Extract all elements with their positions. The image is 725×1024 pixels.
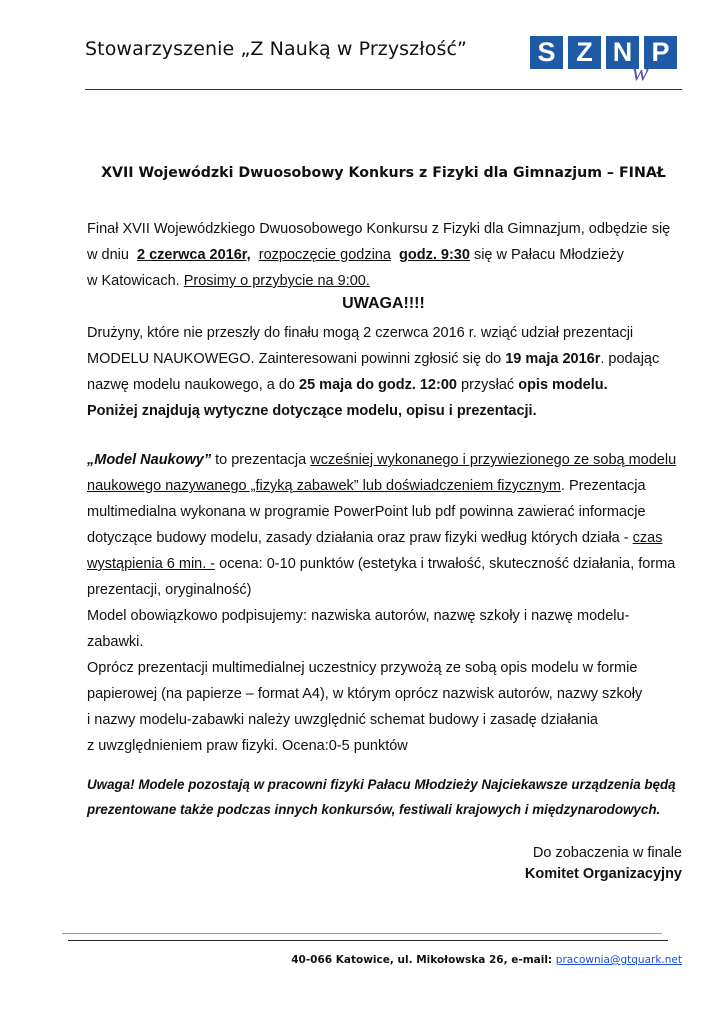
intro-paragraph [87,216,682,294]
model-line-10: papierowej (na papierze – format A4), w którym oprócz nazwisk autorów, nazwy szkoły [87,686,643,702]
time-limit: czas [632,530,663,546]
model-line-6: prezentacji, oryginalność) [87,582,252,598]
model-text: . Prezentacja [560,478,646,494]
page-title: XVII Wojewódzki Dwuosobowy Konkurs z Fizyki dla Gimnazjum – FINAŁ [101,165,666,181]
model-line-3: multimedialna wykonana w programie PowerPoint lub pdf powinna zawierać informacje [87,504,646,520]
footer-divider-light [62,933,662,934]
logo-letter-z: Z [568,36,601,69]
intro-line-1: Finał XVII Wojewódzkiego Dwuosobowego Konkursu z Fizyki dla Gimnazjum, odbędzie się [87,221,671,237]
note-line-1: Uwaga! Modele pozostają w pracowni fizyki Pałacu Młodzieży Najciekawsze urządzenia będą [87,777,676,792]
model-definition: wcześniej wykonanego i przywiezionego ze sobą modelu [310,452,677,468]
model-line-4 [87,525,682,551]
sznp-logo [530,36,680,86]
header-divider [85,89,682,90]
teams-line-2 [87,346,682,372]
registration-deadline: 19 maja 2016r [505,351,601,367]
footer-address: 40-066 Katowice, ul. Mikołowska 26, e-mail: [291,954,553,966]
time-limit-cont: wystąpienia 6 min. - [87,556,216,572]
footer-email-link[interactable]: pracownia@gtquark.net [555,954,682,966]
logo-letter-s: S [530,36,563,69]
model-line-5 [87,551,682,577]
note-paragraph [87,772,682,822]
teams-text: . podając [600,351,660,367]
model-line-7: Model obowiązkowo podpisujemy: nazwiska autorów, nazwę szkoły i nazwę modelu- [87,608,630,624]
model-line-1 [87,447,682,473]
logo-letter-p: P [644,36,677,69]
start-label: rozpoczęcie godzina [258,247,391,263]
organization-name: Stowarzyszenie „Z Nauką w Przyszłość” [85,38,467,60]
note-line-2: prezentowane także podczas innych konkursów, festiwali krajowych i międzynarodowych. [87,802,661,817]
logo-script-w: w [632,59,649,86]
logo-letter-n: N [606,36,639,69]
teams-text: przysłać [461,377,515,393]
teams-line-3 [87,372,682,398]
model-line-8: zabawki. [87,634,144,650]
closing-greeting: Do zobaczenia w finale [532,845,682,861]
model-line-12: z uwzględnieniem praw fizyki. Ocena:0-5 punktów [87,738,408,754]
intro-line-3 [87,268,682,294]
model-text: ocena: 0-10 punktów (estetyka i trwałość, skuteczność działania, forma [219,556,676,572]
final-date: 2 czerwca 2016r, [136,247,251,263]
teams-text: MODELU NAUKOWEGO. Zainteresowani powinni zgłosić się do [87,351,502,367]
model-line-9: Oprócz prezentacji multimedialnej uczestnicy przywożą ze sobą opis modelu w formie [87,660,638,676]
start-time: godz. 9:30 [399,247,470,263]
teams-line-1: Drużyny, które nie przeszły do finału mogą 2 czerwca 2016 r. wziąć udział prezentacji [87,325,634,341]
teams-paragraph [87,320,682,424]
intro-line-2 [87,242,682,268]
arrival-notice: Prosimy o przybycie na 9:00. [183,273,370,289]
intro-text: się w Pałacu Młodzieży [473,247,624,263]
intro-text: w Katowicach. [87,273,180,289]
model-text: to prezentacja [215,452,307,468]
model-text: dotyczące budowy modelu, zasady działania oraz praw fizyki według których działa - [87,530,629,546]
model-line-2 [87,473,682,499]
model-definition-cont: naukowego nazywanego „fizyką zabawek” lub doświadczeniem fizycznym [87,478,561,494]
model-paragraph [87,447,682,759]
model-description-label: opis modelu. [518,377,608,393]
description-deadline: 25 maja do godz. 12:00 [299,377,457,393]
intro-text: w dniu [87,247,129,263]
model-line-11: i nazwy modelu-zabawki należy uwzględnić schemat budowy i zasadę działania [87,712,598,728]
closing-committee: Komitet Organizacyjny [524,866,682,882]
model-term: „Model Naukowy” [87,452,212,468]
teams-text: nazwę modelu naukowego, a do [87,377,295,393]
uwaga-heading: UWAGA!!!! [342,295,425,312]
footer-divider [68,940,668,941]
closing [525,843,682,885]
guidelines-intro: Poniżej znajdują wytyczne dotyczące modelu, opisu i prezentacji. [87,403,537,419]
footer-contact [291,954,682,966]
